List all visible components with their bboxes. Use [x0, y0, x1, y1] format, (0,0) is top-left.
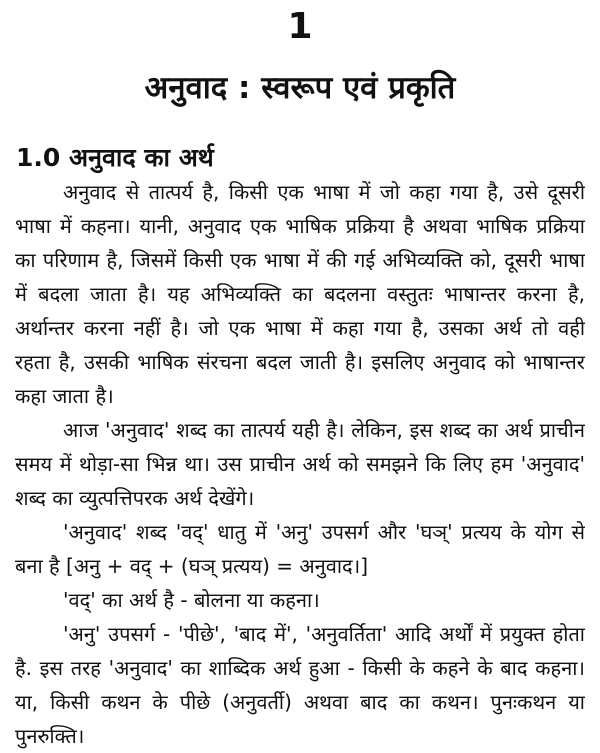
paragraph — [15, 617, 585, 753]
text-line: आज 'अनुवाद' शब्द का तात्पर्य यही है। लेकिन, इस शब्द का अर्थ प्राचीन — [63, 418, 585, 442]
paragraph — [15, 175, 585, 413]
section-heading: 1.0 अनुवाद का अर्थ — [16, 143, 214, 172]
text-line: भाषा में कहना। यानी, अनुवाद एक भाषिक प्रक्रिया है अथवा भाषिक प्रक्रिया — [15, 214, 585, 238]
text-line: 'अनु' उपसर्ग - 'पीछे', 'बाद में', 'अनुवर्तिता' आदि अर्थों में प्रयुक्त होता — [63, 622, 585, 646]
text-line: का परिणाम है, जिसमें किसी एक भाषा में की गई अभिव्यक्ति को, दूसरी भाषा — [15, 248, 585, 272]
text-line: कहा जाता है। — [15, 384, 114, 408]
text-line: है. इस तरह 'अनुवाद' का शाब्दिक अर्थ हुआ - किसी के कहने के बाद कहना। — [15, 656, 585, 680]
text-line: समय में थोड़ा-सा भिन्न था। उस प्राचीन अर्थ को समझने कि लिए हम 'अनुवाद' — [15, 452, 585, 476]
body-text — [15, 175, 585, 753]
text-line: बना है [अनु + वद् + (घञ् प्रत्यय) = अनुवाद।] — [15, 554, 369, 578]
text-line: या, किसी कथन के पीछे (अनुवर्ती) अथवा बाद का कथन। पुनःकथन या — [15, 690, 585, 714]
text-line: रहता है, उसकी भाषिक संरचना बदल जाती है। इसलिए अनुवाद को भाषान्तर — [15, 350, 585, 374]
text-line: 'अनुवाद' शब्द 'वद्' धातु में 'अनु' उपसर्ग और 'घञ्' प्रत्यय के योग से — [63, 520, 585, 544]
text-line: पुनरुक्ति। — [15, 724, 85, 748]
paragraph — [15, 583, 585, 617]
text-line: अर्थान्तर करना नहीं है। जो एक भाषा में कहा गया है, उसका अर्थ तो वही — [15, 316, 585, 340]
chapter-title: अनुवाद : स्वरूप एवं प्रकृति — [144, 70, 456, 106]
text-line: अनुवाद से तात्पर्य है, किसी एक भाषा में जो कहा गया है, उसे दूसरी — [63, 180, 585, 204]
text-line: शब्द का व्युत्पत्तिपरक अर्थ देखेंगे। — [15, 486, 255, 510]
text-line: में बदला जाता है। यह अभिव्यक्ति का बदलना वस्तुतः भाषान्तर करना है, — [15, 282, 585, 306]
paragraph — [15, 413, 585, 515]
chapter-number: 1 — [287, 6, 313, 47]
paragraph — [15, 515, 585, 583]
text-line: 'वद्' का अर्थ है - बोलना या कहना। — [63, 588, 320, 612]
